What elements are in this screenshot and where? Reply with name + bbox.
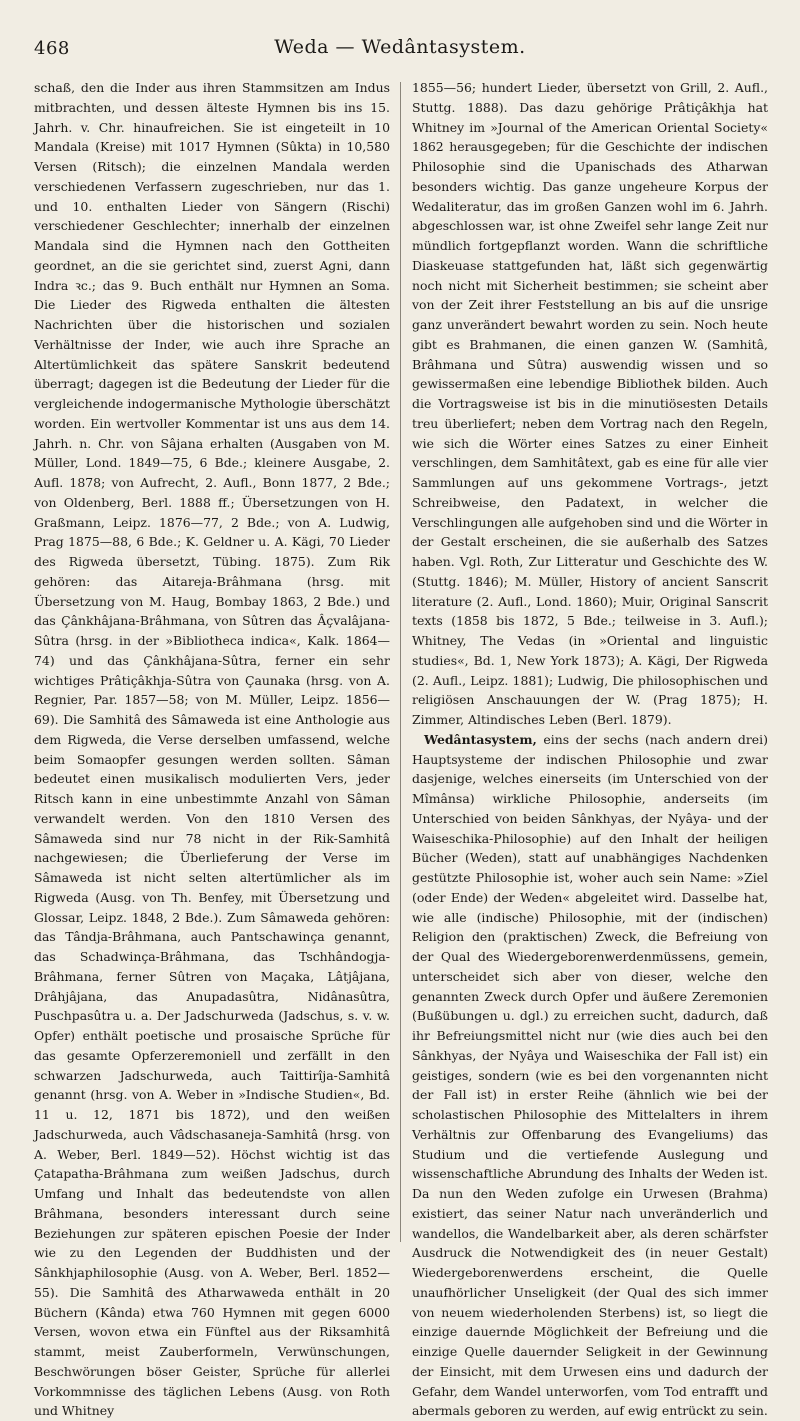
right-column [412,78,768,1419]
entry-wedantasystem [412,730,768,1421]
column-divider [400,82,401,1242]
entry-headword: Wedântasystem, [424,731,537,747]
running-head: Weda — Wedântasystem. [274,36,526,58]
page-number: 468 [34,38,70,59]
text-columns [34,78,768,1419]
entry-body: eins der sechs (nach andern drei) Hauptsysteme der indischen Philosophie und zwar dasjenige, welches einerseits (im Unterschied von der Mîmânsa) wirkliche Philosophie, anderseits (im Unterschied von beiden Sânkhyas, der Nyâya- und der Waiseschika-Philosophie) auf den Inhalt der heiligen Bücher (Weden), statt auf unabhängiges Nachdenken gestützte Philosophie ist, woher auch sein Name: »Ziel (oder Ende) der Weden« abgeleitet wird. Dasselbe hat, wie alle (indische) Philosophie, mit der (indischen) Religion den (praktischen) Zweck, die Befreiung von der Qual des Wiedergeborenwerdenmüssens, gemein, unterscheidet sich aber von dieser, welche den genannten Zweck durch Opfer und äußere Zeremonien (Bußübungen u. dgl.) zu erreichen sucht, dadurch, daß ihr Befreiungsmittel nicht nur (wie dies auch bei den Sânkhyas, der Nyâya und Waiseschika der Fall ist) ein geistiges, sondern (wie es bei den vorgenannten nicht der Fall ist) in erster Reihe (ähnlich wie bei der scholastischen Philosophie des Mittelalters in ihrem Verhältnis zur Offenbarung des Evangeliums) das Studium und die vertiefende Auslegung und wissenschaftliche Abrundung des Inhalts der Weden ist. Da nun den Weden zufolge ein Urwesen (Brahma) existiert, das seiner Natur nach unveränderlich und wandellos, die Wandelbarkeit aber, als deren schärfster Ausdruck die Notwendigkeit des (in neuer Gestalt) Wiedergeborenwerdens erscheint, die Quelle unaufhörlicher Unseligkeit (der Qual des sich immer von neuem wiederholenden Sterbens) ist, so liegt die einzige dauernde Möglichkeit der Befreiung und die einzige Quelle dauernder Seligkeit in der Gewinnung der Einsicht, mit dem Urwesen eins und dadurch der Gefahr, dem Wandel unterworfen, vom Tod entrafft und abermals geboren zu werden, auf ewig entrückt zu sein. [412,731,768,1419]
left-column [34,78,390,1419]
left-column-text: schaß, den die Inder aus ihren Stammsitzen am Indus mitbrachten, und dessen älteste Hymnen bis ins 15. Jahrh. v. Chr. hinaufreichen. Sie ist eingeteilt in 10 Mandala (Kreise) mit 1017 Hymnen (Sûkta) in 10,580 Versen (Ritsch); die einzelnen Mandala werden verschiedenen Verfassern zugeschrieben, nur das 1. und 10. enthalten Lieder von Sängern (Rischi) verschiedener Geschlechter; innerhalb der einzelnen Mandala sind die Hymnen nach den Gottheiten geordnet, an die sie gerichtet sind, zuerst Agni, dann Indra ꝛc.; das 9. Buch enthält nur Hymnen an Soma. Die Lieder des Rigweda enthalten die ältesten Nachrichten über die historischen und sozialen Verhältnisse der Inder, wie auch ihre Sprache an Altertümlichkeit das spätere Sanskrit bedeutend überragt; dagegen ist die Bedeutung der Lieder für die vergleichende indogermanische Mythologie überschätzt worden. Ein wertvoller Kommentar ist uns aus dem 14. Jahrh. n. Chr. von Sâjana erhalten (Ausgaben von M. Müller, Lond. 1849—75, 6 Bde.; kleinere Ausgabe, 2. Aufl. 1878; von Aufrecht, 2. Aufl., Bonn 1877, 2 Bde.; von Oldenberg, Berl. 1888 ff.; Übersetzungen von H. Graßmann, Leipz. 1876—77, 2 Bde.; von A. Ludwig, Prag 1875—88, 6 Bde.; K. Geldner u. A. Kägi, 70 Lieder des Rigweda übersetzt, Tübing. 1875). Zum Rik gehören: das Aitareja-Brâhmana (hrsg. mit Übersetzung von M. Haug, Bombay 1863, 2 Bde.) und das Çânkhâjana-Brâhmana, von Sûtren das Âçvalâjana-Sûtra (hrsg. in der »Bibliotheca indica«, Kalk. 1864—74) und das Çânkhâjana-Sûtra, ferner ein sehr wichtiges Prâtiçâkhja-Sûtra von Çaunaka (hrsg. von A. Regnier, Par. 1857—58; von M. Müller, Leipz. 1856—69). Die Samhitâ des Sâmaweda ist eine Anthologie aus dem Rigweda, die Verse derselben umfassend, welche beim Somaopfer gesungen werden sollten. Sâman bedeutet einen musikalisch modulierten Vers, jeder Ritsch kann in eine unbestimmte Anzahl von Sâman verwandelt werden. Von den 1810 Versen des Sâmaweda sind nur 78 nicht in der Rik-Samhitâ nachgewiesen; die Überlieferung der Verse im Sâmaweda ist nicht selten altertümlicher als im Rigweda (Ausg. von Th. Benfey, mit Übersetzung und Glossar, Leipz. 1848, 2 Bde.). Zum Sâmaweda gehören: das Tândja-Brâhmana, auch Pantschawinça genannt, das Schadwinça-Brâhmana, das Tschhândogja-Brâhmana, ferner Sûtren von Maçaka, Lâtjâjana, Drâhjâjana, das Anupadasûtra, Nidânasûtra, Puschpasûtra u. a. Der Jadschurweda (Jadschus, s. v. w. Opfer) enthält poetische und prosaische Sprüche für das gesamte Opferzeremoniell und zerfällt in den schwarzen Jadschurweda, auch Taittirîja-Samhitâ genannt (hrsg. von A. Weber in »Indische Studien«, Bd. 11 u. 12, 1871 bis 1872), und den weißen Jadschurweda, auch Vâdschasaneja-Samhitâ (hrsg. von A. Weber, Berl. 1849—52). Höchst wichtig ist das Çatapatha-Brâhmana zum weißen Jadschus, durch Umfang und Inhalt das bedeutendste von allen Brâhmana, besonders interessant durch seine Beziehungen zur späteren epischen Poesie der Inder wie zu den Legenden der Buddhisten und der Sânkhjaphilosophie (Ausg. von A. Weber, Berl. 1852—55). Die Samhitâ des Atharwaweda enthält in 20 Büchern (Kânda) etwa 760 Hymnen mit gegen 6000 Versen, wovon etwa ein Fünftel aus der Riksamhitâ stammt, meist Zauberformeln, Verwünschungen, Beschwörungen böser Geister, Sprüche für allerlei Vorkommnisse des täglichen Lebens (Ausg. von Roth und Whitney [34,80,390,1419]
page-header [0,0,800,70]
right-column-continuation: 1855—56; hundert Lieder, übersetzt von Grill, 2. Aufl., Stuttg. 1888). Das dazu gehörige Prâtiçâkhja hat Whitney im »Journal of the American Oriental Society« 1862 herausgegeben; für die Geschichte der indischen Philosophie sind die Upanischads des Atharwan besonders wichtig. Das ganze ungeheure Korpus der Wedaliteratur, das im großen Ganzen wohl im 6. Jahrh. abgeschlossen war, ist ohne Zweifel sehr lange Zeit nur mündlich fortgepflanzt worden. Wann die schriftliche Diaskeuase stattgefunden hat, läßt sich gegenwärtig noch nicht mit Sicherheit bestimmen; sie scheint aber von der Zeit ihrer Feststellung an bis auf die unsrige ganz unverändert bewahrt worden zu sein. Noch heute gibt es Brahmanen, die einen ganzen W. (Samhitâ, Brâhmana und Sûtra) auswendig wissen und so gewissermaßen eine lebendige Bibliothek bilden. Auch die Vortragsweise ist bis in die minutiösesten Details treu überliefert; neben dem Vortrag nach den Regeln, wie sich die Wörter eines Satzes zu einer Einheit verschlingen, dem Samhitâtext, gab es eine für alle vier Sammlungen auf uns gekommene Vortrags-, jetzt Schreibweise, den Padatext, in welcher die Verschlingungen alle aufgehoben sind und die Wörter in der Gestalt erscheinen, die sie außerhalb des Satzes haben. Vgl. Roth, Zur Litteratur und Geschichte des W. (Stuttg. 1846); M. Müller, History of ancient Sanscrit literature (2. Aufl., Lond. 1860); Muir, Original Sanscrit texts (1858 bis 1872, 5 Bde.; teilweise in 3. Aufl.); Whitney, The Vedas (in »Oriental and linguistic studies«, Bd. 1, New York 1873); A. Kägi, Der Rigweda (2. Aufl., Leipz. 1881); Ludwig, Die philosophischen und religiösen Anschauungen der W. (Prag 1875); H. Zimmer, Altindisches Leben (Berl. 1879). [412,80,768,727]
